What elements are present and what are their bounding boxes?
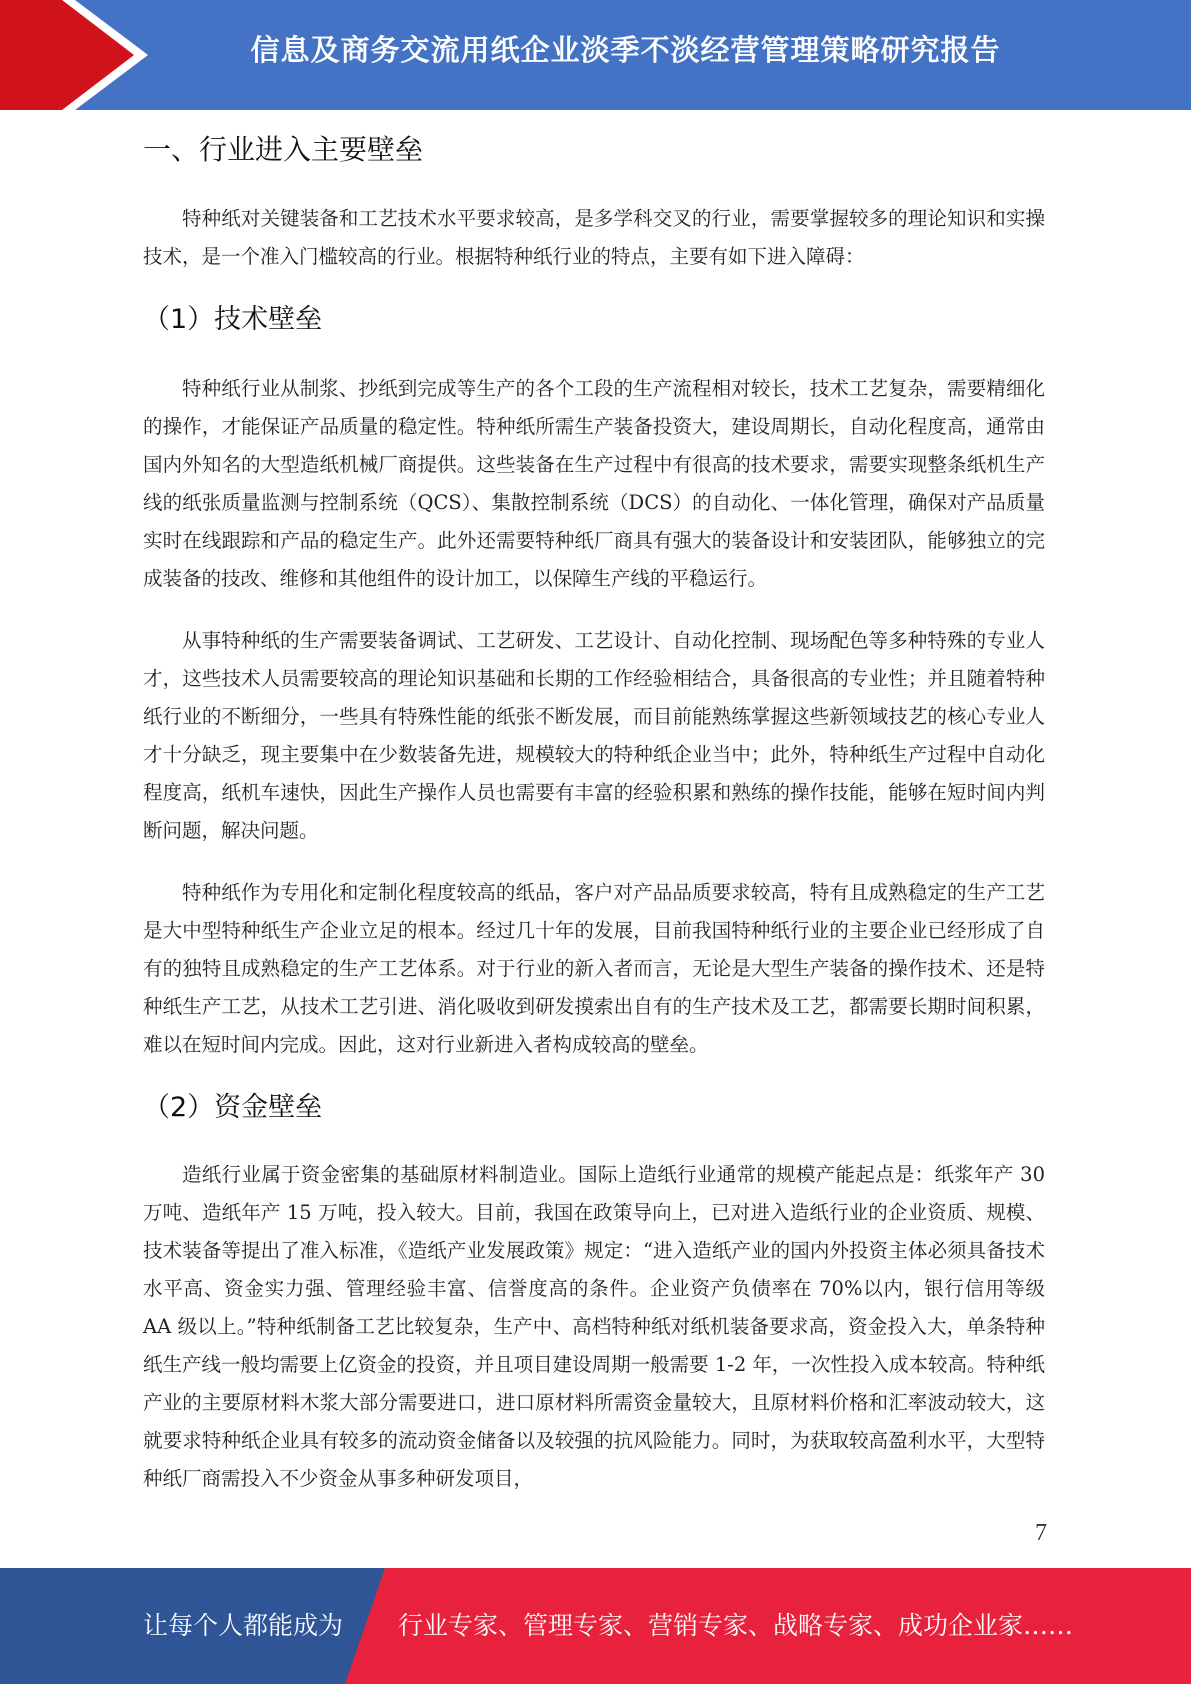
- tech-barrier-paragraph: 特种纸作为专用化和定制化程度较高的纸品，客户对产品品质要求较高，特有且成熟稳定的生产工艺是大中型特种纸生产企业立足的根本。经过几十年的发展，目前我国特种纸行业的主要企业已经形成了自有的独特且成熟稳定的生产工艺体系。对于行业的新入者而言，无论是大型生产装备的操作技术、还是特种纸生产工艺，从技术工艺引进、消化吸收到研发摸索出自有的生产技术及工艺，都需要长期时间积累，难以在短时间内完成。因此，这对行业新进入者构成较高的壁垒。: [143, 881, 1045, 1056]
- tech-barrier-heading: （1）技术壁垒: [143, 304, 323, 335]
- capital-barrier-paragraph: 造纸行业属于资金密集的基础原材料制造业。国际上造纸行业通常的规模产能起点是：纸浆年产 30 万吨、造纸年产 15 万吨，投入较大。目前，我国在政策导向上，已对进入造纸行业的企业资质、规模、技术装备等提出了准入标准，《造纸产业发展政策》规定：“进入造纸产业的国内外投资主体必须具备技术水平高、资金实力强、管理经验丰富、信誉度高的条件。企业资产负债率在 70%以内，银行信用等级 AA 级以上。”特种纸制备工艺比较复杂，生产中、高档特种纸对纸机装备要求高，资金投入大，单条特种纸生产线一般均需要上亿资金的投资，并且项目建设周期一般需要 1-2 年，一次性投入成本较高。特种纸产业的主要原材料木浆大部分需要进口，进口原材料所需资金量较大，且原材料价格和汇率波动较大，这就要求特种纸企业具有较多的流动资金储备以及较强的抗风险能力。同时，为获取较高盈利水平，大型特种纸厂商需投入不少资金从事多种研发项目，: [143, 1163, 1045, 1490]
- section-heading: 一、行业进入主要壁垒: [143, 133, 424, 166]
- tech-barrier-paragraph: 特种纸行业从制浆、抄纸到完成等生产的各个工段的生产流程相对较长，技术工艺复杂，需要精细化的操作，才能保证产品质量的稳定性。特种纸所需生产装备投资大，建设周期长，自动化程度高，通常由国内外知名的大型造纸机械厂商提供。这些装备在生产过程中有很高的技术要求，需要实现整条纸机生产线的纸张质量监测与控制系统（QCS）、集散控制系统（DCS）的自动化、一体化管理，确保对产品质量实时在线跟踪和产品的稳定生产。此外还需要特种纸厂商具有强大的装备设计和安装团队，能够独立的完成装备的技改、维修和其他组件的设计加工，以保障生产线的平稳运行。: [143, 377, 1045, 590]
- tech-barrier-paragraph: 从事特种纸的生产需要装备调试、工艺研发、工艺设计、自动化控制、现场配色等多种特殊的专业人才，这些技术人员需要较高的理论知识基础和长期的工作经验相结合，具备很高的专业性；并且随着特种纸行业的不断细分，一些具有特殊性能的纸张不断发展，而目前能熟练掌握这些新领域技艺的核心专业人才十分缺乏，现主要集中在少数装备先进，规模较大的特种纸企业当中；此外，特种纸生产过程中自动化程度高，纸机车速快，因此生产操作人员也需要有丰富的经验积累和熟练的操作技能，能够在短时间内判断问题，解决问题。: [143, 629, 1045, 842]
- footer-slogan-right: 行业专家、管理专家、营销专家、战略专家、成功企业家……: [398, 1611, 1074, 1640]
- page-number: 7: [1035, 1520, 1047, 1546]
- page-footer: [0, 1568, 1191, 1684]
- report-title: 信息及商务交流用纸企业淡季不淡经营管理策略研究报告: [250, 33, 1001, 67]
- capital-barrier-heading: （2）资金壁垒: [143, 1092, 323, 1123]
- section-intro-paragraph: 特种纸对关键装备和工艺技术水平要求较高，是多学科交叉的行业，需要掌握较多的理论知识和实操技术，是一个准入门槛较高的行业。根据特种纸行业的特点，主要有如下进入障碍：: [143, 207, 1045, 268]
- header-arrow-decoration: [0, 0, 150, 110]
- footer-slogan-left: 让每个人都能成为: [143, 1611, 344, 1640]
- page-header: [0, 0, 1191, 110]
- page-content: [143, 128, 1045, 1498]
